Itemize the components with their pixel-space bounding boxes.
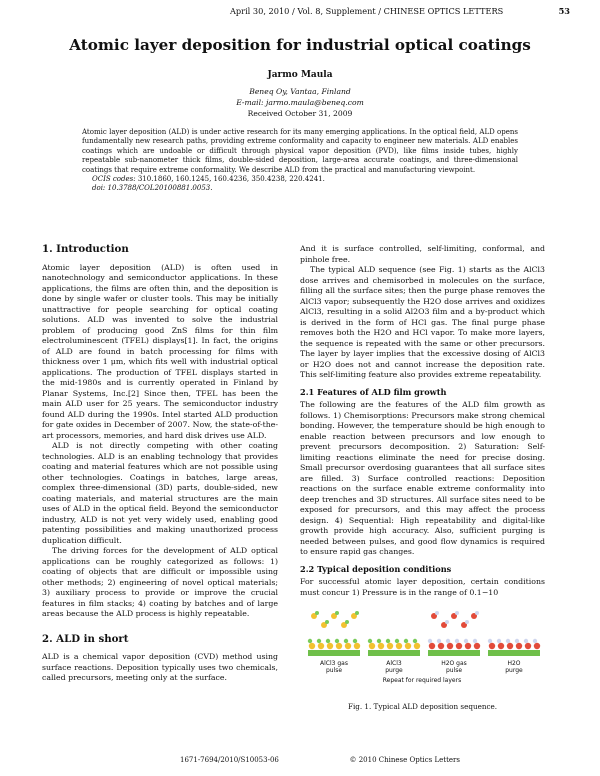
ligand-atom <box>464 639 468 643</box>
surface-atom <box>525 643 531 649</box>
panel-label: AlCl3 gas <box>320 660 348 667</box>
ligand-atom <box>533 639 537 643</box>
figure-1 <box>300 604 545 713</box>
gas-ligand <box>355 611 359 615</box>
gas-ligand <box>455 611 459 615</box>
surface-atom <box>516 643 522 649</box>
footer-issn: 1671-7694/2010/S10053-06 <box>180 756 279 764</box>
right-paragraph-0: And it is surface controlled, self-limiting, conformal, and pinhole free. <box>300 244 545 264</box>
gas-ligand <box>315 611 319 615</box>
panel-label: H2O gas <box>441 660 467 667</box>
panel-label: AlCl3 <box>386 660 402 667</box>
substrate-layer <box>428 650 480 656</box>
ligand-atom <box>437 639 441 643</box>
ald-short-paragraph-1: ALD is a chemical vapor deposition (CVD) method using surface reactions. Deposition typically uses two chemicals, called precursors, meeting only at the surface. <box>42 652 278 682</box>
panel-label: H2O <box>507 660 521 667</box>
ligand-atom <box>515 639 519 643</box>
ocis-codes: 310.1860, 160.1245, 160.4236, 350.4238, 220.4241. <box>137 175 325 184</box>
author-email: E-mail: jarmo.maula@beneq.com <box>236 98 364 107</box>
ligand-atom <box>413 639 417 643</box>
surface-atom <box>336 643 342 649</box>
running-head-text: April 30, 2010 / Vol. 8, Supplement / CHINESE OPTICS LETTERS <box>230 6 504 16</box>
surface-atom <box>378 643 384 649</box>
intro-paragraph-1: Atomic layer deposition (ALD) is often used in nanotechnology and semiconductor applications. In these applications, the films are often thin, and the deposition is done by single wafer or cluster tools. This may be initially unattractive for people searching for optical coating solutions. ALD was invented to solve the industrial problem of producing good ZnS films for thin film electroluminescent (TFEL) displays[1]. In fact, the origins of ALD are found in batch processing for films with thickness over 1 μm, which fits well with industrial optical applications. The production of TFEL displays started in the mid-1980s and is currently operated in Finland by Planar Systems, Inc.[2] Since then, TFEL has been the main ALD user for 25 years. The semiconductor industry found ALD during the 1990s. Intel started ALD production for gate oxides in December of 2007. Now, the state-of-the-art processors, memories, and hard disk drives use ALD. <box>42 262 278 440</box>
ligand-atom <box>404 639 408 643</box>
surface-atom <box>405 643 411 649</box>
intro-paragraph-2: ALD is not directly competing with other coating technologies. ALD is an enabling technology that provides coating and material features which are not possible using other technologies. Coatings in batches, large areas, complex three-dimensional (3D) parts, double-sided, new coating materials, and material structures are the main uses of ALD in the optical field. Beyond the semiconductor industry, ALD is not yet very widely used, enabling good patenting possibilities and making unauthorized process duplication difficult. <box>42 441 278 545</box>
gas-ligand <box>445 620 449 624</box>
affiliation-block <box>0 86 600 119</box>
surface-atom <box>465 643 471 649</box>
affiliation-org: Beneq Oy, Vantaa, Finland <box>249 87 351 96</box>
ligand-atom <box>428 639 432 643</box>
ligand-atom <box>317 639 321 643</box>
surface-atom <box>414 643 420 649</box>
footer-copyright: © 2010 Chinese Optics Letters <box>349 756 460 764</box>
doi-line: doi: 10.3788/COL20100881.0053. <box>92 184 213 193</box>
surface-atom <box>489 643 495 649</box>
panel-label: purge <box>385 667 403 674</box>
ald-sequence-diagram <box>300 604 545 684</box>
conditions-paragraph: For successful atomic layer deposition, certain conditions must concur 1) Pressure is in the range of 0.1−10 <box>300 577 545 597</box>
left-column <box>42 244 278 684</box>
section-ald-short-title: 2. ALD in short <box>42 632 129 645</box>
figure-1-caption: Fig. 1. Typical ALD deposition sequence. <box>347 702 498 711</box>
ligand-atom <box>446 639 450 643</box>
substrate-layer <box>368 650 420 656</box>
panel-label: pulse <box>325 667 343 674</box>
abstract-text: Atomic layer deposition (ALD) is under active research for its many emerging applications. In the optical field, ALD opens fundamentally new research paths, providing extreme conformality and capacity to engineer new materials. ALD enables coatings which are undoable or difficult through physical vapor deposition (PVD), like films inside tubes, highly repeatable sub-nanometer thick films, double-sided deposition, large-area accurate coatings, and three-dimensional coatings that require extreme conformality. We describe ALD from the practical and manufacturing viewpoint. <box>82 128 518 174</box>
ligand-atom <box>368 639 372 643</box>
gas-ligand <box>325 620 329 624</box>
surface-atom <box>354 643 360 649</box>
substrate-layer <box>308 650 360 656</box>
gas-ligand <box>335 611 339 615</box>
author-name: Jarmo Maula <box>267 70 333 80</box>
ligand-atom <box>473 639 477 643</box>
gas-ligand <box>465 620 469 624</box>
surface-atom <box>429 643 435 649</box>
surface-atom <box>309 643 315 649</box>
gas-ligand <box>475 611 479 615</box>
ligand-atom <box>308 639 312 643</box>
gas-ligand <box>435 611 439 615</box>
surface-atom <box>318 643 324 649</box>
repeat-label: Repeat for required layers <box>382 677 462 684</box>
intro-paragraph-3: The driving forces for the development of ALD optical applications can be roughly categorized as follows: 1) coating of objects that are difficult or impossible using other methods; 2) engineering of novel optical materials; 3) auxiliary process to provide or improve the crucial features in film stacks; 4) coating by batches and of large areas because the ALD process is highly repeatable. <box>42 546 278 618</box>
subsection-2-1-title: 2.1 Features of ALD film growth <box>300 386 447 397</box>
ocis-label: OCIS codes: <box>92 175 136 184</box>
subsection-2-2-title: 2.2 Typical deposition conditions <box>300 563 452 574</box>
ligand-atom <box>395 639 399 643</box>
surface-atom <box>498 643 504 649</box>
ocis-codes-line <box>82 175 518 184</box>
section-introduction-title: 1. Introduction <box>42 243 129 255</box>
ligand-atom <box>344 639 348 643</box>
surface-atom <box>327 643 333 649</box>
ligand-atom <box>488 639 492 643</box>
paper-title: Atomic layer deposition for industrial optical coatings <box>69 36 531 54</box>
surface-atom <box>369 643 375 649</box>
page-number: 53 <box>558 6 570 16</box>
surface-atom <box>438 643 444 649</box>
ligand-atom <box>386 639 390 643</box>
features-paragraph: The following are the features of the ALD film growth as follows. 1) Chemisorptions: Precursors make strong chemical bonding. However, the temperature should be high enough to enable reaction between precursors and low enough to prevent precursors decomposition. 2) Saturation: Self-limiting reactions eliminate the need for precise dosing. Small precursor overdosing guarantees that all surface sites are filled. 3) Surface controlled reactions: Deposition reactions on the surface enable extreme conformality into deep trenches and 3D structures. All surface sites need to be exposed for precursors, and this may affect the process design. 4) Sequential: High repeatability and digital-like growth provide high accuracy. Also, sufficient purging is needed between pulses, and good flow dynamics is required to ensure rapid gas changes. <box>300 400 545 556</box>
surface-atom <box>534 643 540 649</box>
surface-atom <box>345 643 351 649</box>
ald-sequence-paragraph: The typical ALD sequence (see Fig. 1) starts as the AlCl3 dose arrives and chemisorbed in molecules on the surface, filling all the surface sites; then the purge phase removes the AlCl3 vapor; subsequently the H2O dose arrives and oxidizes AlCl3, resulting in a solid Al2O3 film and a by-product which is derived in the form of HCl gas. The final purge phase removes both the H2O and HCl vapor. To make more layers, the sequence is repeated with the same or other precursors. The layer by layer implies that the excessive dosing of AlCl3 or H2O does not and cannot increase the deposition rate. This self-limiting feature also provides extreme repeatability. <box>300 265 545 379</box>
ligand-atom <box>524 639 528 643</box>
ligand-atom <box>455 639 459 643</box>
abstract <box>82 128 518 194</box>
received-date: Received October 31, 2009 <box>247 109 353 118</box>
surface-atom <box>396 643 402 649</box>
running-head <box>230 6 570 16</box>
ligand-atom <box>353 639 357 643</box>
ligand-atom <box>506 639 510 643</box>
ligand-atom <box>497 639 501 643</box>
surface-atom <box>456 643 462 649</box>
ligand-atom <box>335 639 339 643</box>
surface-atom <box>447 643 453 649</box>
page-footer <box>180 756 460 764</box>
surface-atom <box>507 643 513 649</box>
gas-ligand <box>345 620 349 624</box>
surface-atom <box>387 643 393 649</box>
ligand-atom <box>326 639 330 643</box>
panel-label: pulse <box>445 667 463 674</box>
surface-atom <box>474 643 480 649</box>
substrate-layer <box>488 650 540 656</box>
right-column <box>300 244 545 713</box>
ligand-atom <box>377 639 381 643</box>
panel-label: purge <box>505 667 523 674</box>
